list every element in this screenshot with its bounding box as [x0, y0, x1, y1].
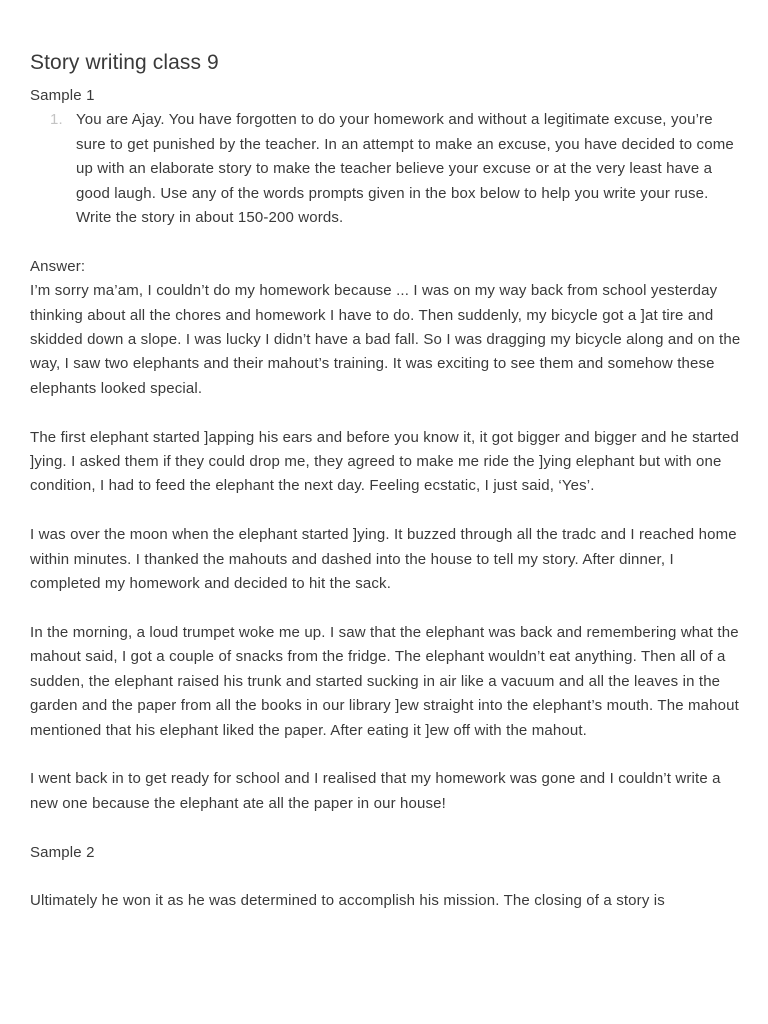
answer-label: Answer:: [30, 257, 86, 275]
numbered-question: [30, 108, 742, 230]
answer-paragraph-1: I’m sorry ma’am, I couldn’t do my homework because ... I was on my way back from school yesterday thinking about all the chores and homework I have to do. Then suddenly, my bicycle got a ]at tire and skidded down a slope. I was lucky I didn’t have a bad fall. So I was dragging my bicycle along and on the way, I saw two elephants and their mahout’s training. It was exciting to see them and somehow these elephants looked special.: [30, 282, 741, 397]
spacer: [30, 401, 742, 425]
spacer: [30, 499, 742, 523]
answer-paragraph-4: In the morning, a loud trumpet woke me up. I saw that the elephant was back and remembering what the mahout said, I got a couple of snacks from the fridge. The elephant wouldn’t eat anything. Then all of a sudden, the elephant raised his trunk and started sucking in air like a vacuum and all the leaves in the garden and the paper from all the books in our library ]ew straight into the elephant’s mouth. The mahout mentioned that his elephant liked the paper. After eating it ]ew off with the mahout.: [30, 623, 739, 739]
spacer: [30, 230, 742, 254]
spacer: [30, 816, 742, 840]
answer-paragraph-3: I was over the moon when the elephant started ]ying. It buzzed through all the tradc and I reached home within minutes. I thanked the mahouts and dashed into the house to tell my story. After dinner, I completed my homework and decided to hit the sack.: [30, 526, 737, 593]
spacer: [30, 596, 742, 620]
question-number: 1.: [50, 111, 63, 129]
question-text: You are Ajay. You have forgotten to do your homework and without a legitimate excuse, you’re sure to get punished by the teacher. In an attempt to make an excuse, you have decided to come up with an elaborate story to make the teacher believe your excuse or at the very least have a good laugh. Use any of the words prompts given in the box below to help you write your ruse. Write the story in about 150-200 words.: [76, 111, 734, 227]
page-title: Story writing class 9: [30, 51, 219, 74]
sample-1-label: Sample 1: [30, 87, 95, 104]
spacer: [30, 743, 742, 767]
sample-2-label: Sample 2: [30, 843, 95, 861]
answer-paragraph-5: I went back in to get ready for school and I realised that my homework was gone and I couldn’t write a new one because the elephant ate all the paper in our house!: [30, 770, 721, 812]
answer-paragraph-2: The first elephant started ]apping his ears and before you know it, it got bigger and bigger and he started ]ying. I asked them if they could drop me, they agreed to make me ride the ]ying elephant but with one condition, I had to feed the elephant the next day. Feeling ecstatic, I just said, ‘Yes’.: [30, 428, 739, 495]
document-page: [30, 48, 742, 914]
sample-2-text: Ultimately he won it as he was determined to accomplish his mission. The closing of a story is: [30, 892, 665, 910]
spacer: [30, 865, 742, 889]
